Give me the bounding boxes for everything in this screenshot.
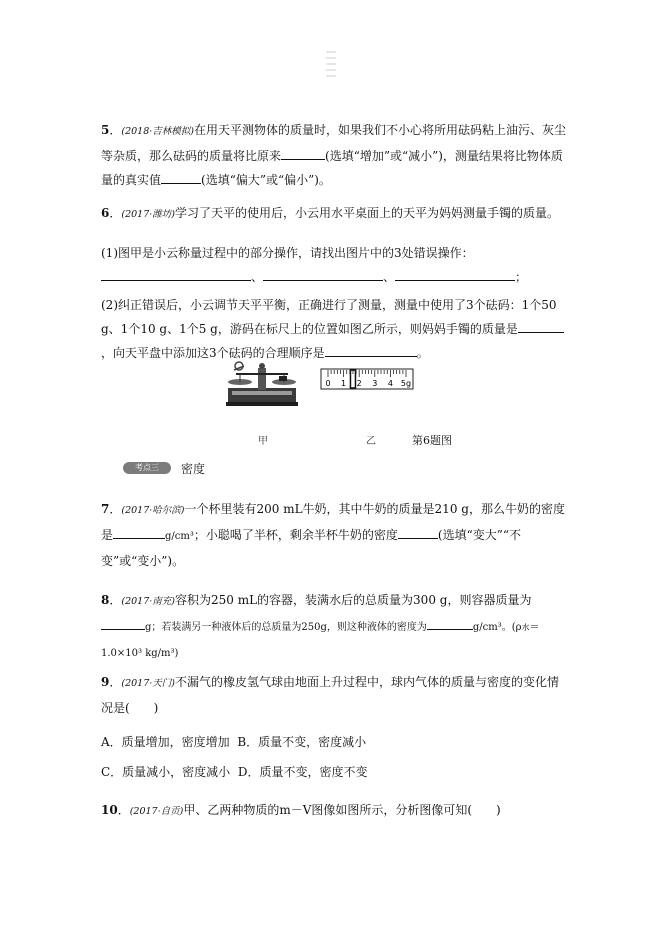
figure-label-yi: 乙 (366, 436, 376, 447)
question-text: ＝1.0×10³ kg/m³) (101, 622, 540, 659)
ruler-tick-label: 0 (325, 379, 331, 388)
question-text: 。 (416, 346, 429, 360)
question-5: 5．(2018·吉林模拟)在用天平测物体的质量时，如果我们不小心将所用砝码粘上油污、灰尘等杂质，那么砝码的质量将比原来 (选填“增加”或“减小”)，测量结果将比物体质量的真实值 (选填“偏大”或“偏小”)。 (101, 123, 566, 187)
answer-blank[interactable] (395, 266, 515, 281)
section-badge: 考点三 (123, 462, 171, 474)
answer-blank[interactable] (101, 615, 145, 630)
question-source: (2017·潍坊) (121, 209, 175, 220)
separator: 、 (251, 270, 264, 284)
question-10: 10．(2017·自贡)甲、乙两种物质的m－V图像如图所示，分析图像可知( ) (101, 803, 501, 817)
ruler-figure (320, 368, 414, 390)
question-number: 6 (101, 206, 110, 220)
option-a[interactable]: A．质量增加，密度增加 (101, 735, 230, 749)
separator: 、 (383, 270, 396, 284)
question-text: 学习了天平的使用后，小云用水平桌面上的天平为妈妈测量手镯的质量。 (174, 206, 559, 220)
answer-blank[interactable] (113, 524, 165, 539)
question-9-options-row-2 (101, 760, 569, 784)
figure-label-jia: 甲 (258, 436, 268, 447)
ruler-tick-label: 5g (400, 379, 412, 388)
question-7: 7．(2017·哈尔滨)一个杯里装有200 mL牛奶，其中牛奶的质量是210 g，那么牛奶的密度是 g/cm³；小聪喝了半杯，剩余半杯牛奶的密度 (选填“变大”“不变”或“变小”)。 (101, 502, 565, 568)
question-text: 甲、乙两种物质的m－V图像如图所示，分析图像可知( ) (183, 803, 501, 817)
separator: ； (515, 270, 528, 284)
balance-figure (222, 360, 302, 408)
answer-blank[interactable] (398, 524, 438, 539)
ruler-tick-label: 2 (356, 379, 362, 388)
question-source: (2017·哈尔滨) (121, 505, 185, 516)
answer-blank[interactable] (427, 615, 473, 630)
question-9-options-row-1 (101, 730, 569, 754)
question-text: (选填“变大”“不变”或“变小”)。 (101, 528, 521, 568)
question-text: g/cm³。(ρ (472, 622, 522, 633)
answer-blank[interactable] (263, 266, 383, 281)
answer-blank[interactable] (101, 266, 251, 281)
header-mark (325, 48, 337, 80)
question-source: (2017·南充) (121, 596, 175, 607)
question-6-part-1 (101, 241, 569, 289)
question-9: 9．(2017·天门)不漏气的橡皮氢气球由地面上升过程中，球内气体的质量与密度的变化情况是( ) (101, 675, 559, 715)
question-text: 在用天平测物体的质量时，如果我们不小心将所用砝码粘上油污、灰尘等杂质，那么砝码的质量将比原来 (101, 123, 566, 163)
question-8: 8．(2017·南充)容积为250 mL的容器，装满水后的总质量为300 g，则容器质量为g；若装满另一种液体后的总质量为250g，则这种液体的密度为 g/cm³。(ρ水＝1.0×10³ kg/m³) (101, 593, 540, 659)
question-source: (2017·自贡) (129, 806, 184, 817)
ruler-tick-label: 1 (341, 379, 347, 388)
answer-blank[interactable] (281, 145, 325, 160)
question-source: (2017·天门) (121, 678, 175, 689)
question-text: (选填“增加”或“减小”)，测量结果将比物体质量的真实值 (101, 149, 563, 187)
figure-caption: 第6题图 (412, 434, 452, 447)
subscript-water: 水 (521, 623, 530, 632)
question-text: ；小聪喝了半杯，剩余半杯牛奶的密度 (193, 528, 398, 542)
ruler-tick-label: 4 (387, 379, 393, 388)
question-text: (选填“偏大”或“偏小”)。 (201, 173, 331, 187)
question-6: 6．(2017·潍坊)学习了天平的使用后，小云用水平桌面上的天平为妈妈测量手镯的质量。 (101, 206, 559, 220)
question-text: g；若装满另一种液体后的总质量为250g，则这种液体的密度为 (145, 622, 427, 633)
question-text: 一个杯里装有200 mL牛奶，其中牛奶的质量是210 g，那么牛奶的密度是 (101, 502, 565, 542)
question-number: 5 (101, 123, 110, 137)
answer-blank[interactable] (161, 169, 201, 184)
section-title: 密度 (181, 462, 206, 476)
question-text: 容积为250 mL的容器，装满水后的总质量为300 g，则容器质量为 (174, 593, 532, 607)
ruler-tick-label: 3 (372, 379, 378, 388)
question-text: 不漏气的橡皮氢气球由地面上升过程中，球内气体的质量与密度的变化情况是( ) (101, 675, 559, 715)
option-d[interactable]: D．质量不变，密度不变 (237, 765, 368, 779)
unit-label: g/cm³ (165, 531, 194, 542)
question-text: (1)图甲是小云称量过程中的部分操作，请找出图片中的3处错误操作： (101, 246, 474, 260)
question-number: 10 (101, 803, 118, 817)
question-number: 8 (101, 593, 110, 607)
answer-blank[interactable] (325, 342, 417, 357)
option-c[interactable]: C．质量减小，密度减小 (101, 765, 231, 779)
question-source: (2018·吉林模拟) (121, 126, 194, 137)
question-6-part-2 (101, 293, 569, 365)
answer-blank[interactable] (518, 318, 564, 333)
option-b[interactable]: B．质量不变，密度减小 (237, 735, 367, 749)
question-text: ，向天平盘中添加这3个砝码的合理顺序是 (101, 346, 325, 360)
question-number: 7 (101, 502, 110, 516)
question-text: (2)纠正错误后，小云调节天平平衡，正确进行了测量，测量中使用了3个砝码：1个50 g、1个10 g、1个5 g，游码在标尺上的位置如图乙所示，则妈妈手镯的质量是 (101, 298, 557, 336)
question-number: 9 (101, 675, 110, 689)
